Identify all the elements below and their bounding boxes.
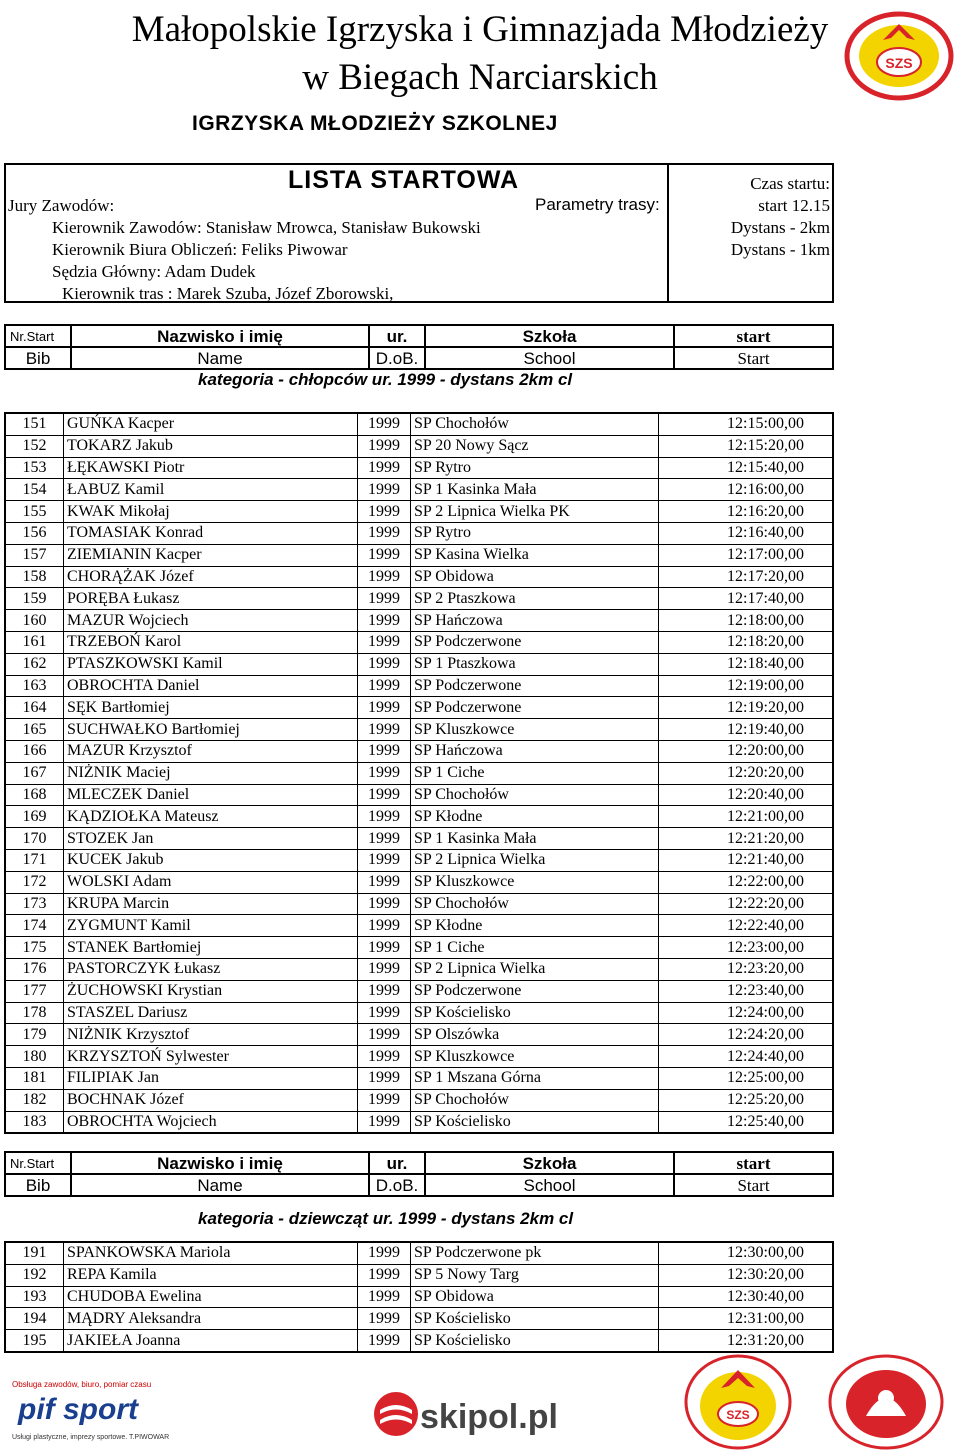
table-row [5,828,833,850]
year-cell: 1999 [358,1024,411,1046]
table-row [5,544,833,566]
bib-cell: 159 [5,588,64,610]
skipol-logo-icon [372,1390,420,1438]
table-row [5,1308,833,1330]
start-time-cell: 12:30:40,00 [659,1286,834,1308]
bib-cell: 160 [5,610,64,632]
table-row [5,806,833,828]
name-cell: SUCHWAŁKO Bartłomiej [64,719,358,741]
name-cell: STANEK Bartłomiej [64,937,358,959]
sedzia-glowny: Sędzia Główny: Adam Dudek [52,262,256,281]
bib-cell: 179 [5,1024,64,1046]
name-cell: PTASZKOWSKI Kamil [64,653,358,675]
bib-cell: 155 [5,501,64,523]
page-title-line1: Małopolskie Igrzyska i Gimnazjada Młodzieży [131,9,829,50]
col-name: Name [71,347,369,369]
school-cell: SP Podczerwone [411,980,659,1002]
bib-cell: 192 [5,1264,64,1286]
school-cell: SP Chochołów [411,784,659,806]
name-cell: ŻUCHOWSKI Krystian [64,980,358,1002]
name-cell: FILIPIAK Jan [64,1067,358,1089]
year-cell: 1999 [358,631,411,653]
year-cell: 1999 [358,980,411,1002]
table-row [5,1024,833,1046]
name-cell: ŁABUZ Kamil [64,479,358,501]
name-cell: MĄDRY Aleksandra [64,1308,358,1330]
year-cell: 1999 [358,697,411,719]
school-cell: SP Hańczowa [411,610,659,632]
szs-logo-top [843,10,955,102]
name-cell: JAKIEŁA Joanna [64,1330,358,1352]
school-cell: SP Kościelisko [411,1002,659,1024]
header-box-divider [667,163,669,303]
year-cell: 1999 [358,937,411,959]
school-cell: SP Podczerwone [411,675,659,697]
bib-cell: 175 [5,937,64,959]
table-row [5,1046,833,1068]
name-cell: KĄDZIOŁKA Mateusz [64,806,358,828]
table-row [5,1242,833,1264]
bib-cell: 165 [5,719,64,741]
year-cell: 1999 [358,958,411,980]
start-time-cell: 12:19:20,00 [659,697,834,719]
school-cell: SP 1 Kasinka Mała [411,479,659,501]
start-time-cell: 12:19:40,00 [659,719,834,741]
year-cell: 1999 [358,522,411,544]
col-school: School [425,347,674,369]
name-cell: PASTORCZYK Łukasz [64,958,358,980]
page-title-line2: w Biegach Narciarskich [302,57,658,98]
table-row [5,435,833,457]
name-cell: CHUDOBA Ewelina [64,1286,358,1308]
year-cell: 1999 [358,1242,411,1264]
school-cell: SP Podczerwone pk [411,1242,659,1264]
start-time-cell: 12:20:00,00 [659,740,834,762]
school-cell: SP 2 Lipnica Wielka PK [411,501,659,523]
school-cell: SP 1 Mszana Górna [411,1067,659,1089]
kierownik-biura: Kierownik Biura Obliczeń: Feliks Piwowar [52,240,348,259]
year-cell: 1999 [358,1111,411,1133]
start-time-cell: 12:25:00,00 [659,1067,834,1089]
bib-cell: 166 [5,740,64,762]
bib-cell: 158 [5,566,64,588]
col-ur: ur. [369,325,425,347]
pif-sport-logo: pif sport [18,1393,138,1426]
col-name: Name [71,1174,369,1196]
table-row [5,1067,833,1089]
start-time-cell: 12:31:00,00 [659,1308,834,1330]
school-cell: SP Rytro [411,522,659,544]
name-cell: BOCHNAK Józef [64,1089,358,1111]
name-cell: KRZYSZTOŃ Sylwester [64,1046,358,1068]
year-cell: 1999 [358,1046,411,1068]
name-cell: ZIEMIANIN Kacper [64,544,358,566]
bib-cell: 174 [5,915,64,937]
name-cell: STOZEK Jan [64,828,358,850]
name-cell: STASZEL Dariusz [64,1002,358,1024]
col-ur: ur. [369,1152,425,1174]
year-cell: 1999 [358,544,411,566]
year-cell: 1999 [358,1330,411,1352]
bib-cell: 182 [5,1089,64,1111]
name-cell: OBROCHTA Wojciech [64,1111,358,1133]
table-row [5,566,833,588]
start-time-cell: 12:23:20,00 [659,958,834,980]
name-cell: ZYGMUNT Kamil [64,915,358,937]
czas-startu-label: Czas startu: [750,174,830,193]
school-cell: SP 20 Nowy Sącz [411,435,659,457]
start-time-cell: 12:18:00,00 [659,610,834,632]
col-school: School [425,1174,674,1196]
year-cell: 1999 [358,653,411,675]
name-cell: TOMASIAK Konrad [64,522,358,544]
start-time-cell: 12:17:00,00 [659,544,834,566]
bib-cell: 154 [5,479,64,501]
start-time-cell: 12:18:40,00 [659,653,834,675]
col-dob: D.oB. [369,1174,425,1196]
szs-seal-logo [683,1350,793,1450]
year-cell: 1999 [358,806,411,828]
table-row [5,958,833,980]
school-cell: SP 5 Nowy Targ [411,1264,659,1286]
kierownik-zawodow: Kierownik Zawodów: Stanisław Mrowca, Stanisław Bukowski [52,218,481,237]
table-row [5,719,833,741]
start-time-cell: 12:16:00,00 [659,479,834,501]
school-cell: SP Chochołów [411,1089,659,1111]
start-time-cell: 12:22:40,00 [659,915,834,937]
table-row [5,871,833,893]
table-row [5,1002,833,1024]
bib-cell: 176 [5,958,64,980]
name-cell: SPANKOWSKA Mariola [64,1242,358,1264]
table-row [5,631,833,653]
bib-cell: 163 [5,675,64,697]
col-nazwisko: Nazwisko i imię [71,325,369,347]
start-time-cell: 12:21:40,00 [659,849,834,871]
start-time-cell: 12:22:20,00 [659,893,834,915]
school-cell: SP Kluszkowce [411,719,659,741]
table-row [5,610,833,632]
start-time-cell: 12:25:20,00 [659,1089,834,1111]
school-cell: SP Olszówka [411,1024,659,1046]
bib-cell: 151 [5,413,64,435]
start-time-cell: 12:18:20,00 [659,631,834,653]
bib-cell: 157 [5,544,64,566]
year-cell: 1999 [358,457,411,479]
name-cell: TRZEBOŃ Karol [64,631,358,653]
name-cell: OBROCHTA Daniel [64,675,358,697]
school-cell: SP Kłodne [411,915,659,937]
year-cell: 1999 [358,413,411,435]
lista-startowa-title: LISTA STARTOWA [288,166,520,194]
start-time-cell: 12:19:00,00 [659,675,834,697]
bib-cell: 195 [5,1330,64,1352]
name-cell: PORĘBA Łukasz [64,588,358,610]
year-cell: 1999 [358,784,411,806]
start-time-cell: 12:15:00,00 [659,413,834,435]
name-cell: GUŃKA Kacper [64,413,358,435]
start-time-cell: 12:24:20,00 [659,1024,834,1046]
school-cell: SP Podczerwone [411,631,659,653]
start-time-cell: 12:31:20,00 [659,1330,834,1352]
dystans-1km: Dystans - 1km [730,240,830,259]
name-cell: CHORĄŻAK Józef [64,566,358,588]
start-time-cell: 12:21:20,00 [659,828,834,850]
start-time-cell: 12:20:40,00 [659,784,834,806]
column-header-2 [4,1151,834,1195]
table-row [5,522,833,544]
table-row [5,1264,833,1286]
start-time-cell: 12:24:00,00 [659,1002,834,1024]
table-row [5,697,833,719]
school-cell: SP 2 Lipnica Wielka [411,849,659,871]
name-cell: KWAK Mikołaj [64,501,358,523]
year-cell: 1999 [358,849,411,871]
category-label-girls: kategoria - dziewcząt ur. 1999 - dystans 2km cl [198,1209,574,1228]
bib-cell: 168 [5,784,64,806]
start-time-cell: 12:20:20,00 [659,762,834,784]
bib-cell: 178 [5,1002,64,1024]
start-time-cell: 12:30:20,00 [659,1264,834,1286]
parametry-trasy-label: Parametry trasy: [535,195,660,214]
bib-cell: 194 [5,1308,64,1330]
bib-cell: 181 [5,1067,64,1089]
start-time-cell: 12:15:40,00 [659,457,834,479]
name-cell: REPA Kamila [64,1264,358,1286]
year-cell: 1999 [358,435,411,457]
table-row [5,937,833,959]
start-time: start 12.15 [758,196,830,215]
year-cell: 1999 [358,1264,411,1286]
school-cell: SP Chochołów [411,893,659,915]
start-time-cell: 12:16:40,00 [659,522,834,544]
bib-cell: 191 [5,1242,64,1264]
table-row [5,849,833,871]
school-cell: SP Obidowa [411,1286,659,1308]
school-cell: SP Kluszkowce [411,1046,659,1068]
year-cell: 1999 [358,871,411,893]
col-start-en: Start [674,1174,833,1196]
year-cell: 1999 [358,1286,411,1308]
year-cell: 1999 [358,1089,411,1111]
bib-cell: 177 [5,980,64,1002]
bib-cell: 172 [5,871,64,893]
table-row [5,893,833,915]
name-cell: MAZUR Krzysztof [64,740,358,762]
col-nr-start: Nr.Start [5,325,71,347]
bib-cell: 170 [5,828,64,850]
name-cell: WOLSKI Adam [64,871,358,893]
start-time-cell: 12:22:00,00 [659,871,834,893]
school-cell: SP Kluszkowce [411,871,659,893]
kierownik-tras: Kierownik tras : Marek Szuba, Józef Zborowski, [62,284,394,303]
year-cell: 1999 [358,610,411,632]
year-cell: 1999 [358,566,411,588]
col-dob: D.oB. [369,347,425,369]
col-szkola: Szkoła [425,325,674,347]
col-start: start [674,325,833,347]
jury-label: Jury Zawodów: [8,196,115,215]
page-subtitle: IGRZYSKA MŁODZIEŻY SZKOLNEJ [192,112,558,135]
table-row [5,1111,833,1133]
school-cell: SP 1 Ciche [411,762,659,784]
skipol-logo-text: skipol.pl [420,1398,558,1436]
bib-cell: 169 [5,806,64,828]
table-row [5,479,833,501]
year-cell: 1999 [358,479,411,501]
dystans-2km: Dystans - 2km [730,218,830,237]
start-time-cell: 12:17:20,00 [659,566,834,588]
table-row [5,588,833,610]
year-cell: 1999 [358,740,411,762]
table-row [5,980,833,1002]
year-cell: 1999 [358,675,411,697]
school-cell: SP Kasina Wielka [411,544,659,566]
col-start: start [674,1152,833,1174]
bib-cell: 153 [5,457,64,479]
table-row [5,740,833,762]
school-cell: SP Rytro [411,457,659,479]
year-cell: 1999 [358,828,411,850]
name-cell: NIŻNIK Krzysztof [64,1024,358,1046]
start-time-cell: 12:30:00,00 [659,1242,834,1264]
col-bib: Bib [5,1174,71,1196]
table-row [5,762,833,784]
name-cell: MAZUR Wojciech [64,610,358,632]
start-time-cell: 12:23:40,00 [659,980,834,1002]
school-cell: SP Chochołów [411,413,659,435]
school-cell: SP Podczerwone [411,697,659,719]
bib-cell: 173 [5,893,64,915]
year-cell: 1999 [358,1067,411,1089]
table-row [5,653,833,675]
bib-cell: 164 [5,697,64,719]
table-row [5,1286,833,1308]
name-cell: KRUPA Marcin [64,893,358,915]
year-cell: 1999 [358,588,411,610]
school-cell: SP 2 Lipnica Wielka [411,958,659,980]
table-row [5,501,833,523]
col-nazwisko: Nazwisko i imię [71,1152,369,1174]
bib-cell: 152 [5,435,64,457]
start-time-cell: 12:24:40,00 [659,1046,834,1068]
year-cell: 1999 [358,501,411,523]
year-cell: 1999 [358,1308,411,1330]
start-list-boys [4,412,834,1134]
school-cell: SP Obidowa [411,566,659,588]
bib-cell: 193 [5,1286,64,1308]
start-time-cell: 12:23:00,00 [659,937,834,959]
bib-cell: 161 [5,631,64,653]
table-row [5,675,833,697]
name-cell: NIŻNIK Maciej [64,762,358,784]
table-row [5,1330,833,1352]
bib-cell: 156 [5,522,64,544]
col-szkola: Szkoła [425,1152,674,1174]
year-cell: 1999 [358,915,411,937]
pif-caption: Obsługa zawodów, biuro, pomiar czasu [12,1380,152,1389]
table-row [5,915,833,937]
bib-cell: 183 [5,1111,64,1133]
school-cell: SP Kościelisko [411,1308,659,1330]
start-list-girls [4,1241,834,1353]
szs-association-logo [826,1350,946,1450]
school-cell: SP Hańczowa [411,740,659,762]
year-cell: 1999 [358,719,411,741]
bib-cell: 162 [5,653,64,675]
name-cell: SĘK Bartłomiej [64,697,358,719]
name-cell: ŁĘKAWSKI Piotr [64,457,358,479]
bib-cell: 180 [5,1046,64,1068]
school-cell: SP 1 Ciche [411,937,659,959]
column-header-1 [4,324,834,368]
school-cell: SP Kłodne [411,806,659,828]
start-time-cell: 12:25:40,00 [659,1111,834,1133]
svg-text:SZS: SZS [885,55,913,71]
start-time-cell: 12:15:20,00 [659,435,834,457]
name-cell: TOKARZ Jakub [64,435,358,457]
svg-text:SZS: SZS [726,1408,750,1422]
school-cell: SP 1 Ptaszkowa [411,653,659,675]
table-row [5,413,833,435]
start-time-cell: 12:16:20,00 [659,501,834,523]
year-cell: 1999 [358,1002,411,1024]
col-bib: Bib [5,347,71,369]
pif-sport-subtitle: Usługi plastyczne, imprezy sportowe. T.PIWOWAR [12,1434,170,1441]
year-cell: 1999 [358,893,411,915]
start-time-cell: 12:17:40,00 [659,588,834,610]
table-row [5,784,833,806]
table-row [5,1089,833,1111]
bib-cell: 171 [5,849,64,871]
school-cell: SP Kościelisko [411,1330,659,1352]
name-cell: MLECZEK Daniel [64,784,358,806]
table-row [5,457,833,479]
year-cell: 1999 [358,762,411,784]
bib-cell: 167 [5,762,64,784]
school-cell: SP Kościelisko [411,1111,659,1133]
col-start-en: Start [674,347,833,369]
category-label-boys: kategoria - chłopców ur. 1999 - dystans 2km cl [198,370,573,389]
start-time-cell: 12:21:00,00 [659,806,834,828]
name-cell: KUCEK Jakub [64,849,358,871]
school-cell: SP 2 Ptaszkowa [411,588,659,610]
col-nr-start: Nr.Start [5,1152,71,1174]
school-cell: SP 1 Kasinka Mała [411,828,659,850]
